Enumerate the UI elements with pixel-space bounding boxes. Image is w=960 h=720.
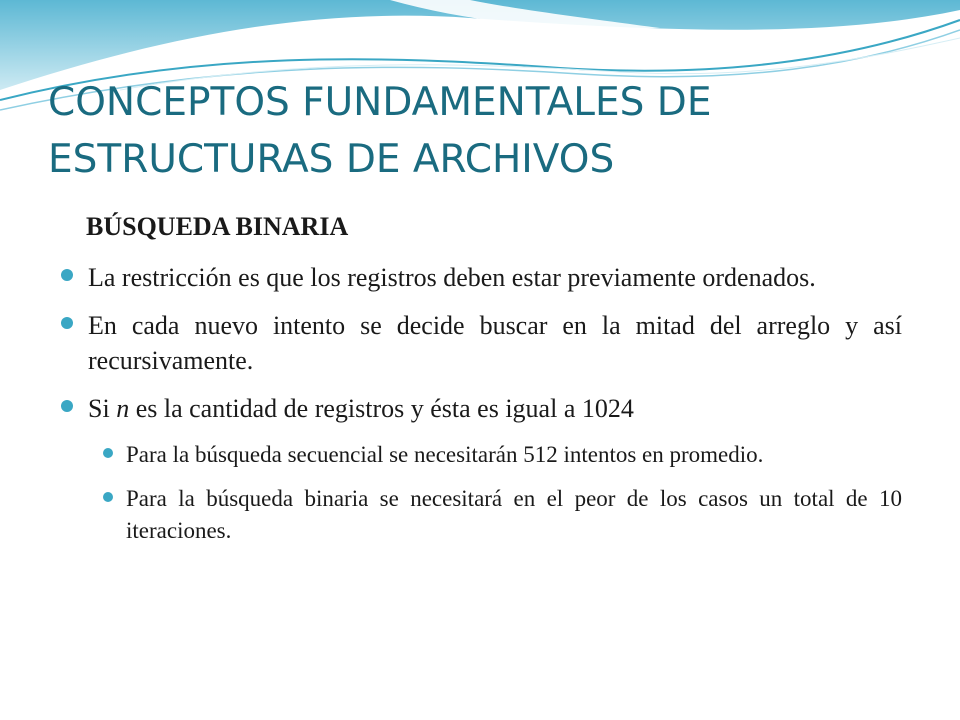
bullet-text [88,394,634,423]
bullet-item [60,308,902,378]
sub-bullet-item [98,483,902,547]
slide-content [60,260,902,559]
slide-title-line-2: ESTRUCTURAS DE ARCHIVOS [48,137,615,182]
bullet-text: La restricción es que los registros deben estar previamente ordenados. [88,263,816,292]
section-subheading: BÚSQUEDA BINARIA [86,212,349,241]
bullet-dot-icon [61,269,73,281]
bullet-dot-icon [61,400,73,412]
bullet-text-italic-variable: n [116,394,130,423]
sub-bullet-text: Para la búsqueda binaria se necesitará en el peor de los casos un total de 10 iteraciones. [126,486,902,543]
bullet-text-part: es la cantidad de registros y ésta es igual a 1024 [129,394,634,423]
sub-bullet-dot-icon [103,492,113,502]
slide-title [48,74,928,188]
bullet-text: En cada nuevo intento se decide buscar en la mitad del arreglo y así recursivamente. [88,311,902,375]
bullet-item [60,391,902,426]
sub-bullet-dot-icon [103,448,113,458]
sub-bullet-text: Para la búsqueda secuencial se necesitarán 512 intentos en promedio. [126,442,764,467]
sub-bullet-item [98,439,902,471]
bullet-item [60,260,902,295]
slide-title-line-1: CONCEPTOS FUNDAMENTALES DE [48,80,712,125]
bullet-dot-icon [61,317,73,329]
bullet-text-part: Si [88,394,117,423]
